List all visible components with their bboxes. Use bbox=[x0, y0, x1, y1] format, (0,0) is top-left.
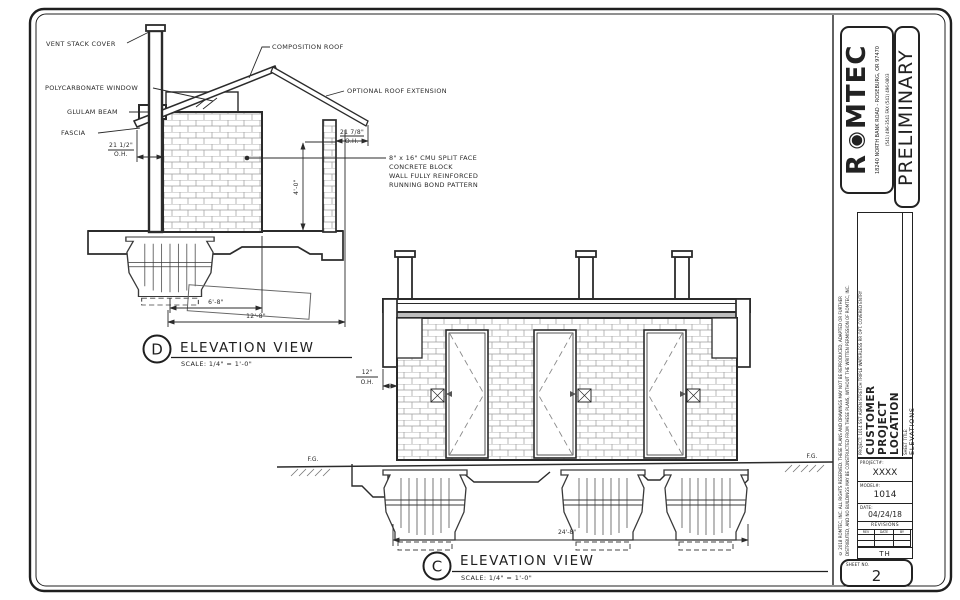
door-2 bbox=[534, 330, 576, 458]
cmu-note-line3: WALL FULLY REINFORCED bbox=[389, 172, 479, 180]
fascia-right bbox=[736, 299, 750, 367]
sheet-no-label: SHEET NO. bbox=[846, 562, 870, 567]
callout-glulam-beam: GLULAM BEAM bbox=[67, 108, 118, 116]
roof-fascia-band bbox=[383, 299, 750, 312]
view-title-d: ELEVATION VIEW bbox=[180, 340, 315, 356]
copyright-line-1: © 2018 ROMTEC, INC. ALL RIGHTS RESERVED. THESE PLANS AND DRAWINGS MAY NOT BE REPRODUCED, ADAPTED OR FURTHER bbox=[838, 296, 843, 556]
dim-oh-right: 21 7/8" bbox=[339, 129, 365, 136]
elevation-c-view bbox=[277, 251, 833, 550]
door-1 bbox=[446, 330, 488, 458]
callout-composition-roof: COMPOSITION ROOF bbox=[272, 43, 344, 51]
preliminary-stamp: PRELIMINARY bbox=[895, 49, 917, 187]
dim-4-0: 4'-0" bbox=[293, 179, 300, 195]
rev-col-date: DATE bbox=[875, 530, 894, 535]
model-no-value: 1014 bbox=[873, 490, 897, 500]
view-scale-c: SCALE: 1/4" = 1'-0" bbox=[461, 574, 533, 582]
sheet-title: ELEVATIONS bbox=[908, 407, 916, 455]
romtec-logo bbox=[844, 32, 874, 188]
vent-stack bbox=[146, 25, 165, 232]
revisions-label: REVISIONS bbox=[871, 523, 899, 528]
cmu-wall bbox=[163, 112, 262, 232]
model-no-field bbox=[857, 481, 913, 504]
fascia-left bbox=[383, 299, 397, 367]
sheet-title-label: SHEET TITLE: bbox=[903, 428, 908, 455]
far-wall-column bbox=[323, 120, 336, 232]
dim-12-oh-sub: O.H. bbox=[360, 379, 374, 386]
callout-polycarbonate-window: POLYCARBONATE WINDOW bbox=[45, 84, 139, 92]
ground-hatch-left bbox=[291, 469, 330, 476]
callout-vent-stack-cover: VENT STACK COVER bbox=[46, 40, 116, 48]
drawn-by-field bbox=[857, 547, 913, 559]
dim-24-8: 24'-8" bbox=[557, 529, 577, 536]
cmu-note-line4: RUNNING BOND PATTERN bbox=[389, 181, 479, 189]
door-3 bbox=[644, 330, 686, 458]
spiral-o-icon: ◉ bbox=[845, 129, 869, 155]
revisions-table bbox=[857, 529, 913, 548]
model-no-label: MODEL#: bbox=[860, 483, 881, 488]
vault-tank-1 bbox=[383, 470, 467, 550]
dim-oh-left: 21 1/2" bbox=[108, 142, 134, 149]
location-placeholder: LOCATION bbox=[889, 391, 901, 455]
cmu-note-line2: CONCRETE BLOCK bbox=[389, 163, 453, 171]
date-label: DATE: bbox=[860, 505, 873, 510]
elevation-d-title bbox=[144, 336, 353, 369]
view-title-c: ELEVATION VIEW bbox=[460, 553, 595, 569]
callout-roof-extension: OPTIONAL ROOF EXTENSION bbox=[347, 87, 447, 95]
waterless-vault-tank bbox=[126, 237, 214, 305]
vault-tank-3 bbox=[664, 470, 748, 550]
elevation-d-view bbox=[88, 25, 368, 319]
dim-12-oh: 12" bbox=[361, 369, 373, 376]
copyright-line-2: DISTRIBUTED, AND NO BUILDINGS MAY BE CONSTRUCTED FROM THESE PLANS, WITHOUT THE WRITTEN PERMISSION OF ROMTEC, INC. bbox=[845, 285, 850, 556]
logo-mtec: MTEC bbox=[842, 44, 872, 130]
project-placeholder: PROJECT bbox=[877, 400, 889, 455]
vault-tank-2 bbox=[561, 470, 645, 550]
rev-col-rev: REV bbox=[858, 530, 875, 535]
optional-roof-extension bbox=[271, 67, 368, 126]
rev-col-by: BY bbox=[894, 530, 911, 535]
fg-label-right: F.G. bbox=[806, 453, 818, 460]
sheet-no-box bbox=[840, 559, 913, 587]
fg-label-left: F.G. bbox=[307, 456, 319, 463]
dim-6-8: 6'-8" bbox=[208, 299, 224, 306]
project-description: PROJECT: 1014 SST ASPEN STRETCH TRIPLE WATERLESS RR OPT. COVERED ENTRY bbox=[858, 290, 863, 455]
ground-hatch-right bbox=[785, 465, 824, 472]
callout-fascia: FASCIA bbox=[61, 129, 86, 137]
view-letter-d: D bbox=[151, 340, 163, 359]
romtec-phone: (541) 496-3541 FAX (541) 496-0803 bbox=[885, 73, 890, 147]
project-no-label: PROJECT#: bbox=[860, 460, 884, 465]
drawn-by-value: TH bbox=[879, 549, 891, 558]
romtec-address: 18240 NORTH BANK ROAD - ROSEBURG, OR 97470 bbox=[875, 46, 881, 174]
logo-r: R bbox=[842, 154, 872, 176]
roof-vents bbox=[395, 251, 692, 302]
dim-oh-right-sub: O.H. bbox=[345, 138, 359, 145]
dim-12-8: 12'-8" bbox=[246, 313, 266, 320]
project-no-value: XXXX bbox=[872, 468, 898, 478]
date-value: 04/24/18 bbox=[868, 510, 902, 519]
preliminary-stamp-box bbox=[894, 26, 920, 208]
customer-project-box bbox=[857, 212, 916, 458]
dim-oh-left-sub: O.H. bbox=[114, 151, 128, 158]
elevation-c-title bbox=[424, 553, 829, 583]
customer-placeholder: CUSTOMER bbox=[865, 385, 877, 455]
sheet-no-value: 2 bbox=[871, 567, 882, 585]
project-no-field bbox=[857, 458, 913, 482]
cmu-note-line1: 8" x 16" CMU SPLIT FACE bbox=[389, 154, 478, 162]
view-letter-c: C bbox=[431, 557, 443, 576]
romtec-logo-box bbox=[840, 26, 894, 194]
date-field bbox=[857, 503, 913, 522]
divider bbox=[902, 213, 903, 456]
view-scale-d: SCALE: 1/4" = 1'-0" bbox=[181, 360, 253, 368]
